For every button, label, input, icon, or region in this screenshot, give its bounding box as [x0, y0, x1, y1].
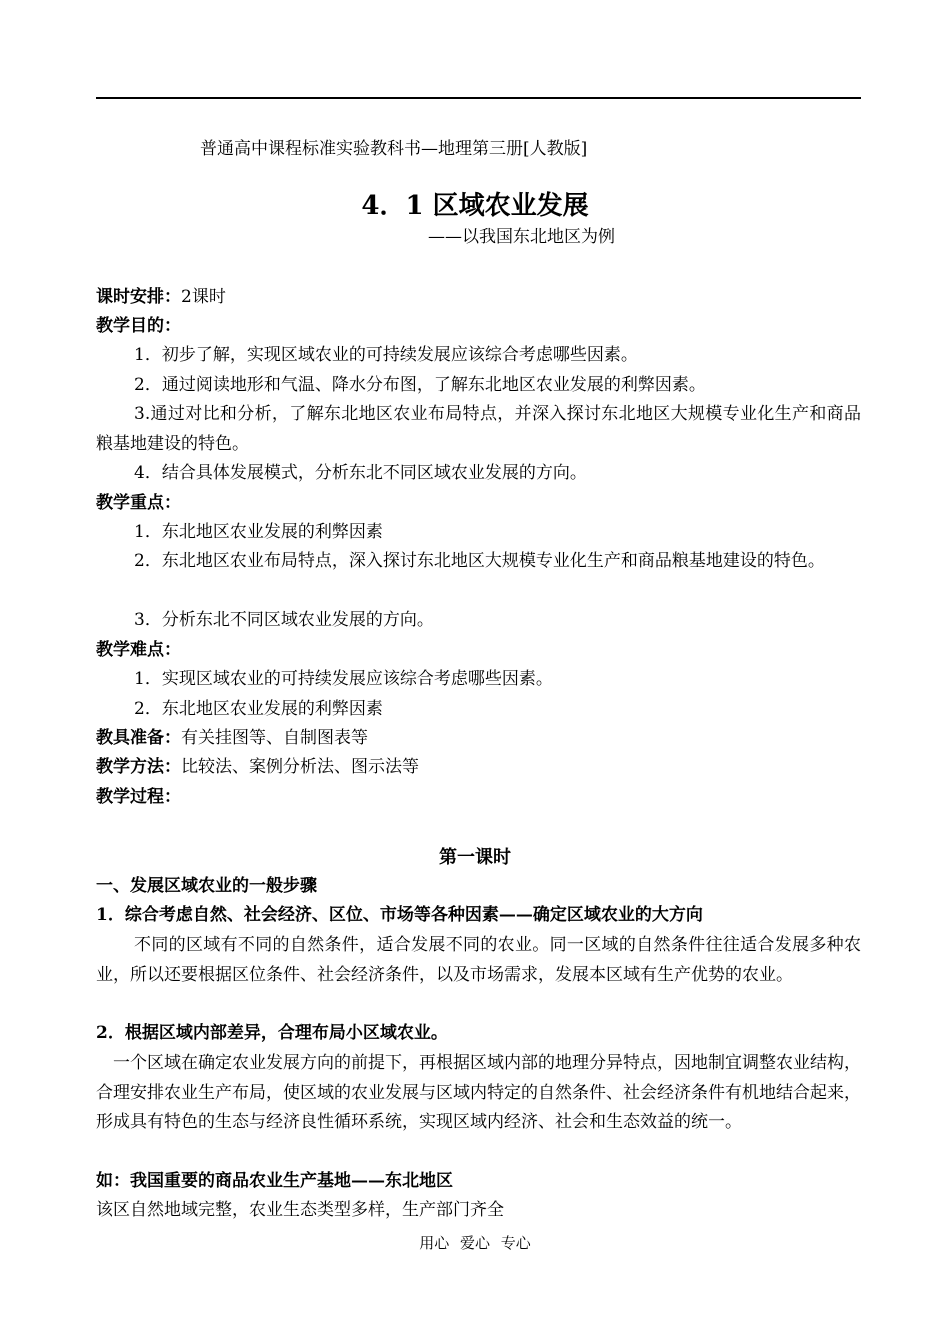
methods-label: 教学方法： — [96, 757, 181, 777]
process-label: 教学过程： — [96, 787, 181, 807]
book-header: 普通高中课程标准实验教科书—地理第三册[人教版] — [200, 139, 588, 159]
step-heading: 2．根据区域内部差异，合理布局小区域农业。 — [96, 1023, 448, 1043]
tools-line — [96, 724, 861, 753]
paragraph: 一个区域在确定农业发展方向的前提下，再根据区域内部的地理分异特点，因地制宜调整农业结构，合理安排农业生产布局，使区域的农业发展与区域内特定的自然条件、社会经济条件有机地结合起来，形成具有特色的生态与经济良性循环系统，实现区域内经济、社会和生态效益的统一。 — [96, 1053, 861, 1132]
tools-value: 有关挂图等、自制图表等 — [181, 728, 368, 748]
key-point-item: 3．分析东北不同区域农业发展的方向。 — [134, 610, 434, 630]
objective-item: 1．初步了解，实现区域农业的可持续发展应该综合考虑哪些因素。 — [134, 345, 638, 365]
difficulties-label: 教学难点： — [96, 640, 181, 660]
page-footer: 用心 爱心 专心 — [419, 1234, 531, 1252]
schedule-value: 2课时 — [181, 287, 226, 307]
objective-item: 3.通过对比和分析，了解东北地区农业布局特点，并深入探讨东北地区大规模专业化生产和商品粮基地建设的特色。 — [96, 404, 861, 454]
tools-label: 教具准备： — [96, 728, 181, 748]
key-point-item: 2．东北地区农业布局特点，深入探讨东北地区大规模专业化生产和商品粮基地建设的特色。 — [134, 551, 825, 571]
section-heading: 一、发展区域农业的一般步骤 — [96, 876, 317, 896]
schedule-line — [96, 283, 861, 312]
example-heading: 如：我国重要的商品农业生产基地——东北地区 — [96, 1171, 453, 1191]
difficulty-item: 2．东北地区农业发展的利弊因素 — [134, 699, 383, 719]
objectives-label: 教学目的： — [96, 316, 181, 336]
page-subtitle: ——以我国东北地区为例 — [428, 227, 615, 247]
key-point-item: 1．东北地区农业发展的利弊因素 — [134, 522, 383, 542]
paragraph: 不同的区域有不同的自然条件，适合发展不同的农业。同一区域的自然条件往往适合发展多种农业，所以还要根据区位条件、社会经济条件，以及市场需求，发展本区域有生产优势的农业。 — [96, 935, 861, 985]
objective-item: 4．结合具体发展模式，分析东北不同区域农业发展的方向。 — [134, 463, 587, 483]
schedule-label: 课时安排： — [96, 287, 181, 307]
page-title: 4．1 区域农业发展 — [361, 191, 589, 221]
header-rule — [96, 97, 861, 99]
key-points-label: 教学重点： — [96, 493, 181, 513]
methods-value: 比较法、案例分析法、图示法等 — [181, 757, 419, 777]
methods-line — [96, 753, 861, 782]
objective-item: 2．通过阅读地形和气温、降水分布图，了解东北地区农业发展的利弊因素。 — [134, 375, 706, 395]
example-text: 该区自然地域完整，农业生态类型多样，生产部门齐全 — [96, 1200, 504, 1220]
difficulty-item: 1．实现区域农业的可持续发展应该综合考虑哪些因素。 — [134, 669, 553, 689]
step-heading: 1．综合考虑自然、社会经济、区位、市场等各种因素——确定区域农业的大方向 — [96, 905, 703, 925]
lesson-heading: 第一课时 — [439, 847, 511, 868]
